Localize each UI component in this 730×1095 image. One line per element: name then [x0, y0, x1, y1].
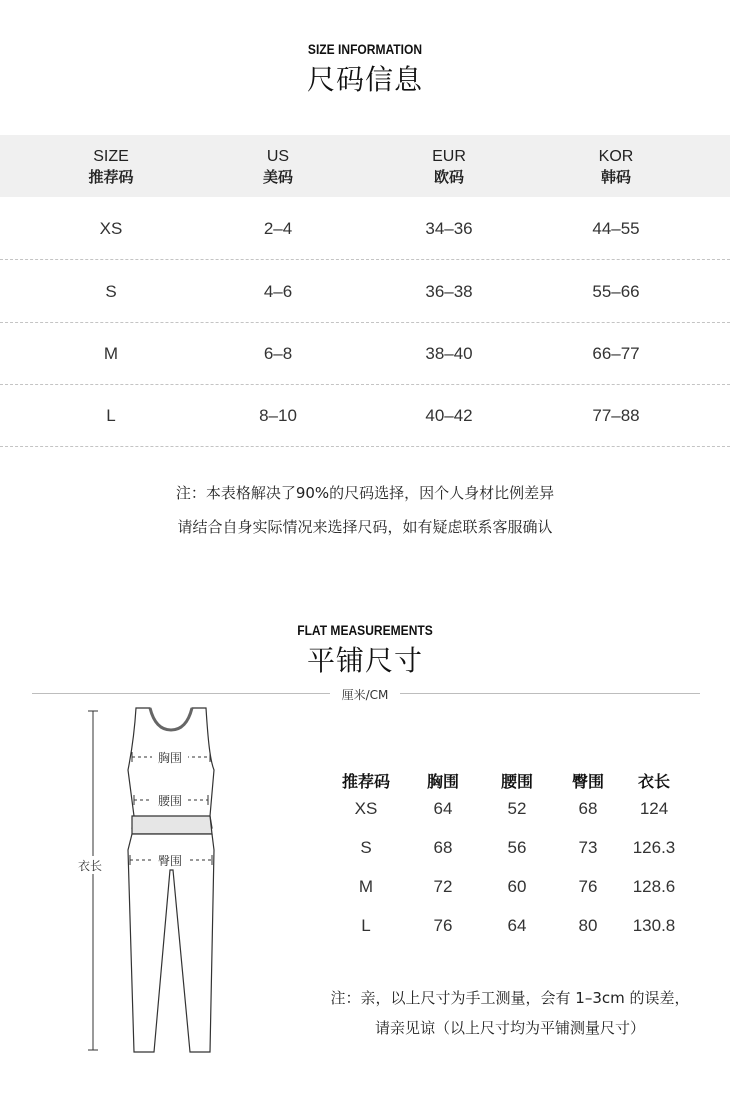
- header-kor: [541, 147, 691, 188]
- size-note-line1: 注：本表格解决了90%的尺码选择，因个人身材比例差异: [175, 484, 555, 502]
- size-cell: M: [103, 344, 119, 363]
- size-cell: L: [106, 406, 116, 425]
- waist-label: 腰围: [157, 794, 183, 808]
- flat-header-size: 推荐码: [341, 772, 390, 791]
- header-kor-zh: 韩码: [600, 168, 631, 186]
- eur-cell: 38–40: [425, 344, 473, 363]
- header-size-zh: 推荐码: [88, 168, 134, 186]
- flat-cell-chest: 76: [433, 916, 453, 935]
- size-row: [0, 323, 730, 385]
- us-cell: 6–8: [263, 344, 293, 363]
- flat-cell-length: 130.8: [632, 916, 676, 935]
- flat-cell-hip: 68: [578, 799, 598, 818]
- flat-note-line1: 注：亲，以上尺寸为手工测量，会有 1–3cm 的误差，: [330, 989, 690, 1007]
- us-cell: 4–6: [263, 282, 293, 301]
- size-row: [0, 198, 730, 260]
- jumpsuit-outline: [60, 700, 260, 1060]
- header-eur-en: EUR: [432, 148, 466, 165]
- length-label: 衣长: [77, 859, 103, 873]
- flat-note-line2: 请亲见谅（以上尺寸均为平铺测量尺寸）: [374, 1019, 645, 1037]
- flat-cell-waist: 52: [507, 799, 527, 818]
- flat-cell-size: S: [360, 838, 372, 857]
- chest-label: 胸围: [157, 751, 183, 765]
- header-us-zh: 美码: [262, 168, 293, 186]
- size-cell: XS: [99, 219, 123, 238]
- size-row: [0, 261, 730, 323]
- size-info-title-en: SIZE INFORMATION: [307, 41, 423, 57]
- flat-title-zh: 平铺尺寸: [306, 644, 423, 677]
- flat-cell-chest: 64: [433, 799, 453, 818]
- flat-cell-waist: 60: [507, 877, 527, 896]
- unit-divider-right: [400, 693, 700, 694]
- eur-cell: 34–36: [425, 219, 473, 238]
- size-info-title-zh: 尺码信息: [306, 63, 423, 96]
- flat-cell-waist: 56: [507, 838, 527, 857]
- header-eur-zh: 欧码: [433, 168, 464, 186]
- flat-cell-length: 128.6: [632, 877, 676, 896]
- flat-cell-length: 124: [639, 799, 669, 818]
- kor-cell: 66–77: [592, 344, 640, 363]
- flat-cell-size: L: [361, 916, 371, 935]
- us-cell: 8–10: [259, 406, 297, 425]
- header-kor-en: KOR: [598, 148, 634, 165]
- flat-header-chest: 胸围: [426, 772, 459, 791]
- jumpsuit-diagram: [60, 700, 260, 1060]
- flat-cell-hip: 80: [578, 916, 598, 935]
- eur-cell: 36–38: [425, 282, 473, 301]
- header-us: [203, 147, 353, 188]
- header-size: [36, 147, 186, 188]
- size-row: [0, 385, 730, 447]
- kor-cell: 77–88: [592, 406, 640, 425]
- flat-cell-hip: 76: [578, 877, 598, 896]
- header-size-en: SIZE: [93, 148, 129, 165]
- flat-header-hip: 臀围: [571, 772, 604, 791]
- flat-header-waist: 腰围: [500, 772, 533, 791]
- size-table-header: [0, 135, 730, 197]
- kor-cell: 55–66: [592, 282, 640, 301]
- size-cell: S: [105, 282, 117, 301]
- flat-cell-waist: 64: [507, 916, 527, 935]
- flat-cell-size: XS: [354, 799, 378, 818]
- flat-cell-chest: 72: [433, 877, 453, 896]
- us-cell: 2–4: [263, 219, 293, 238]
- flat-cell-length: 126.3: [632, 838, 676, 857]
- header-eur: [374, 147, 524, 188]
- header-us-en: US: [266, 148, 290, 165]
- unit-divider-left: [32, 693, 330, 694]
- eur-cell: 40–42: [425, 406, 473, 425]
- flat-cell-size: M: [358, 877, 374, 896]
- kor-cell: 44–55: [592, 219, 640, 238]
- flat-title-en: FLAT MEASUREMENTS: [297, 622, 433, 638]
- size-note-line2: 请结合自身实际情况来选择尺码，如有疑虑联系客服确认: [177, 518, 553, 536]
- flat-cell-chest: 68: [433, 838, 453, 857]
- hip-label: 臀围: [157, 854, 183, 868]
- flat-cell-hip: 73: [578, 838, 598, 857]
- flat-header-length: 衣长: [637, 772, 670, 791]
- unit-label: 厘米/CM: [341, 688, 389, 702]
